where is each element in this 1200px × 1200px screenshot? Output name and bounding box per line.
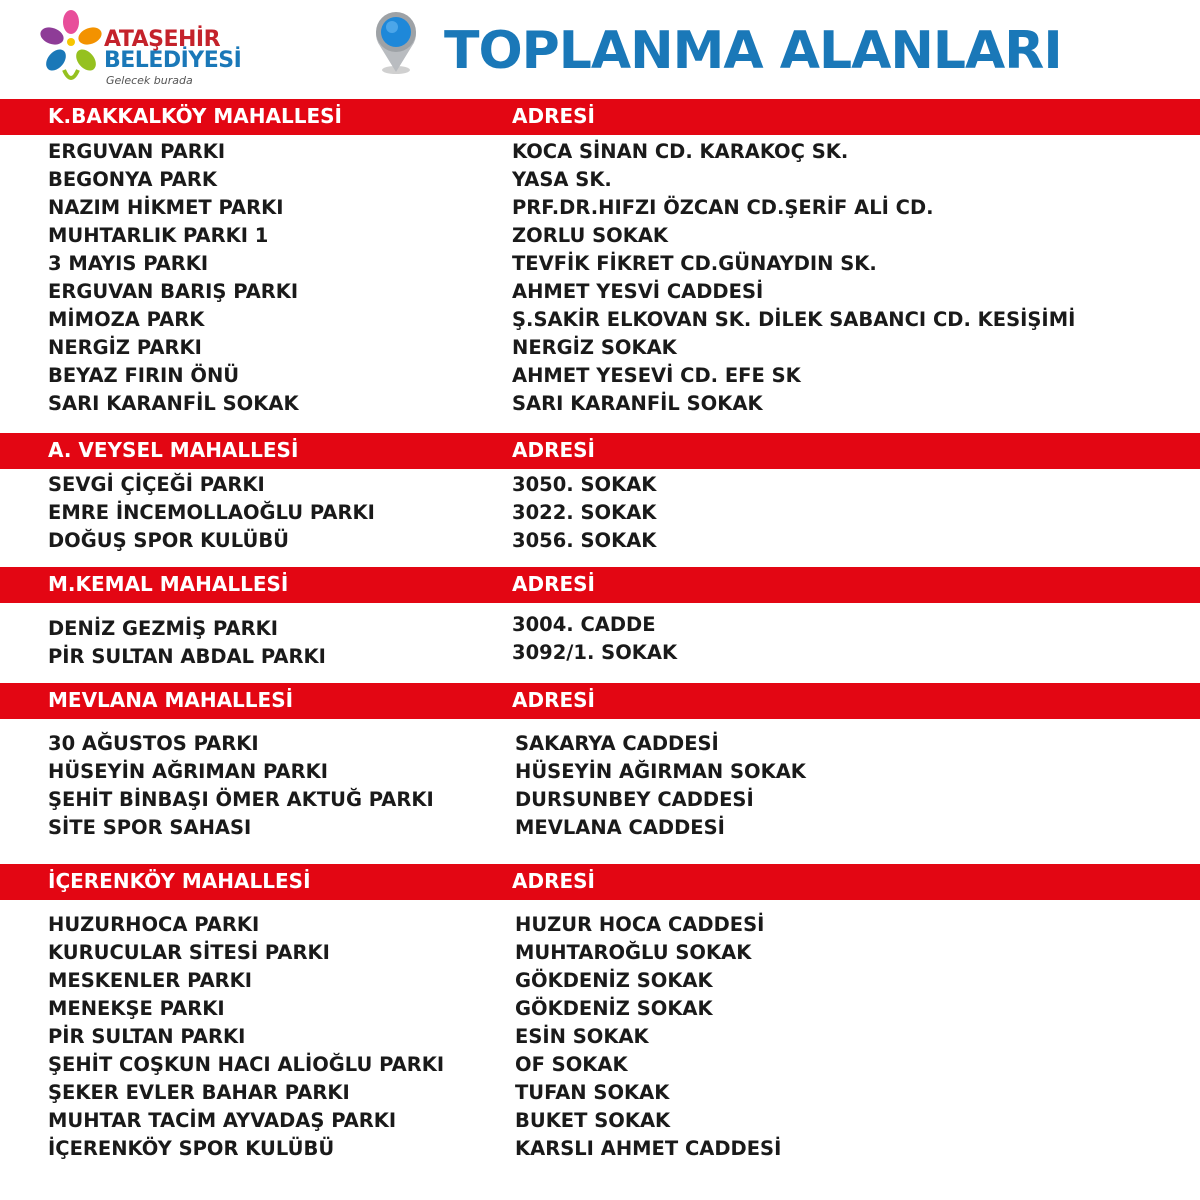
location-address: AHMET YESVİ CADDESİ (512, 280, 764, 303)
address-header: ADRESİ (512, 438, 595, 462)
location-address: YASA SK. (512, 168, 612, 191)
address-header: ADRESİ (512, 869, 595, 893)
location-name: NERGİZ PARKI (48, 336, 202, 359)
section-title: MEVLANA MAHALLESİ (48, 688, 294, 712)
location-address: GÖKDENİZ SOKAK (515, 997, 713, 1020)
municipality-logo (36, 8, 242, 92)
location-name: SEVGİ ÇİÇEĞİ PARKI (48, 473, 265, 496)
location-name: ERGUVAN BARIŞ PARKI (48, 280, 299, 303)
location-name: ŞEHİT BİNBAŞI ÖMER AKTUĞ PARKI (48, 788, 434, 811)
list-item (0, 967, 1200, 995)
list-item (0, 166, 1200, 194)
location-address: SARI KARANFİL SOKAK (512, 392, 763, 415)
location-address: HÜSEYİN AĞIRMAN SOKAK (515, 760, 806, 783)
location-name: MİMOZA PARK (48, 308, 205, 331)
location-name: MESKENLER PARKI (48, 969, 253, 992)
section-title: M.KEMAL MAHALLESİ (48, 572, 289, 596)
list-item (0, 306, 1200, 334)
logo-slogan: Gelecek burada (106, 74, 193, 87)
logo-line-2: BELEDİYESİ (104, 48, 242, 73)
list-item (0, 194, 1200, 222)
location-name: MENEKŞE PARKI (48, 997, 225, 1020)
section-header-veysel (0, 433, 1200, 469)
list-item (0, 334, 1200, 362)
location-name: SARI KARANFİL SOKAK (48, 392, 299, 415)
list-item (0, 390, 1200, 418)
section-title: A. VEYSEL MAHALLESİ (48, 438, 299, 462)
location-address: 3050. SOKAK (512, 473, 657, 496)
location-address: BUKET SOKAK (515, 1109, 671, 1132)
location-name: HUZURHOCA PARKI (48, 913, 260, 936)
list-item (0, 471, 1200, 499)
location-name: NAZIM HİKMET PARKI (48, 196, 284, 219)
list-item (0, 499, 1200, 527)
location-address: DURSUNBEY CADDESİ (515, 788, 754, 811)
page-header (0, 0, 1200, 100)
list-item (0, 758, 1200, 786)
section-header-mkemal (0, 567, 1200, 603)
list-item (0, 250, 1200, 278)
location-address: 3092/1. SOKAK (512, 641, 678, 664)
list-item (0, 278, 1200, 306)
location-address: KOCA SİNAN CD. KARAKOÇ SK. (512, 140, 849, 163)
location-address: 3022. SOKAK (512, 501, 657, 524)
location-address: TUFAN SOKAK (515, 1081, 670, 1104)
location-address: OF SOKAK (515, 1053, 628, 1076)
location-address: ESİN SOKAK (515, 1025, 649, 1048)
location-name: ŞEHİT COŞKUN HACI ALİOĞLU PARKI (48, 1053, 445, 1076)
location-name: 3 MAYIS PARKI (48, 252, 209, 275)
location-name: SİTE SPOR SAHASI (48, 816, 252, 839)
list-item (0, 1023, 1200, 1051)
location-address: TEVFİK FİKRET CD.GÜNAYDIN SK. (512, 252, 877, 275)
location-name: BEYAZ FIRIN ÖNÜ (48, 364, 240, 387)
location-address: GÖKDENİZ SOKAK (515, 969, 713, 992)
location-address: MUHTAROĞLU SOKAK (515, 941, 752, 964)
list-item (0, 814, 1200, 842)
location-address: 3056. SOKAK (512, 529, 657, 552)
list-item (0, 138, 1200, 166)
section-header-icerenkoy (0, 864, 1200, 900)
section-title: K.BAKKALKÖY MAHALLESİ (48, 104, 342, 128)
map-pin-icon (368, 6, 424, 76)
section-header-mevlana (0, 683, 1200, 719)
list-item (0, 995, 1200, 1023)
list-item (0, 1135, 1200, 1163)
location-name: DOĞUŞ SPOR KULÜBÜ (48, 529, 290, 552)
location-name: DENİZ GEZMİŞ PARKI (48, 617, 278, 640)
location-name: ERGUVAN PARKI (48, 140, 226, 163)
list-item (0, 911, 1200, 939)
page-title: TOPLANMA ALANLARI (444, 21, 1062, 81)
list-item (0, 730, 1200, 758)
location-name: PİR SULTAN ABDAL PARKI (48, 645, 326, 668)
list-item (0, 222, 1200, 250)
list-item (0, 1051, 1200, 1079)
location-name: ŞEKER EVLER BAHAR PARKI (48, 1081, 350, 1104)
location-address: HUZUR HOCA CADDESİ (515, 913, 765, 936)
section-header-bakkalkoy (0, 99, 1200, 135)
address-header: ADRESİ (512, 688, 595, 712)
address-header: ADRESİ (512, 572, 595, 596)
list-item (0, 1107, 1200, 1135)
location-name: PİR SULTAN PARKI (48, 1025, 246, 1048)
location-address: AHMET YESEVİ CD. EFE SK (512, 364, 801, 387)
location-address: ZORLU SOKAK (512, 224, 669, 247)
location-name: MUHTARLIK PARKI 1 (48, 224, 269, 247)
location-name: MUHTAR TACİM AYVADAŞ PARKI (48, 1109, 397, 1132)
location-address: NERGİZ SOKAK (512, 336, 677, 359)
section-title: İÇERENKÖY MAHALLESİ (48, 869, 311, 893)
location-address: MEVLANA CADDESİ (515, 816, 725, 839)
location-name: KURUCULAR SİTESİ PARKI (48, 941, 330, 964)
address-header: ADRESİ (512, 104, 595, 128)
location-name: 30 AĞUSTOS PARKI (48, 732, 259, 755)
list-item (0, 362, 1200, 390)
list-item (0, 786, 1200, 814)
location-name: BEGONYA PARK (48, 168, 217, 191)
location-address: KARSLI AHMET CADDESİ (515, 1137, 782, 1160)
location-name: HÜSEYİN AĞRIMAN PARKI (48, 760, 328, 783)
location-address: Ş.SAKİR ELKOVAN SK. DİLEK SABANCI CD. KESİŞİMİ (512, 308, 1076, 331)
location-address: 3004. CADDE (512, 613, 656, 636)
flower-logo-icon (36, 8, 106, 92)
location-address: SAKARYA CADDESİ (515, 732, 719, 755)
list-item (0, 939, 1200, 967)
location-name: EMRE İNCEMOLLAOĞLU PARKI (48, 501, 375, 524)
list-item (0, 527, 1200, 555)
list-item (0, 1079, 1200, 1107)
location-name: İÇERENKÖY SPOR KULÜBÜ (48, 1137, 335, 1160)
list-item (0, 643, 1200, 671)
logo-line-1: ATAŞEHİR (104, 27, 221, 52)
location-address: PRF.DR.HIFZI ÖZCAN CD.ŞERİF ALİ CD. (512, 196, 934, 219)
